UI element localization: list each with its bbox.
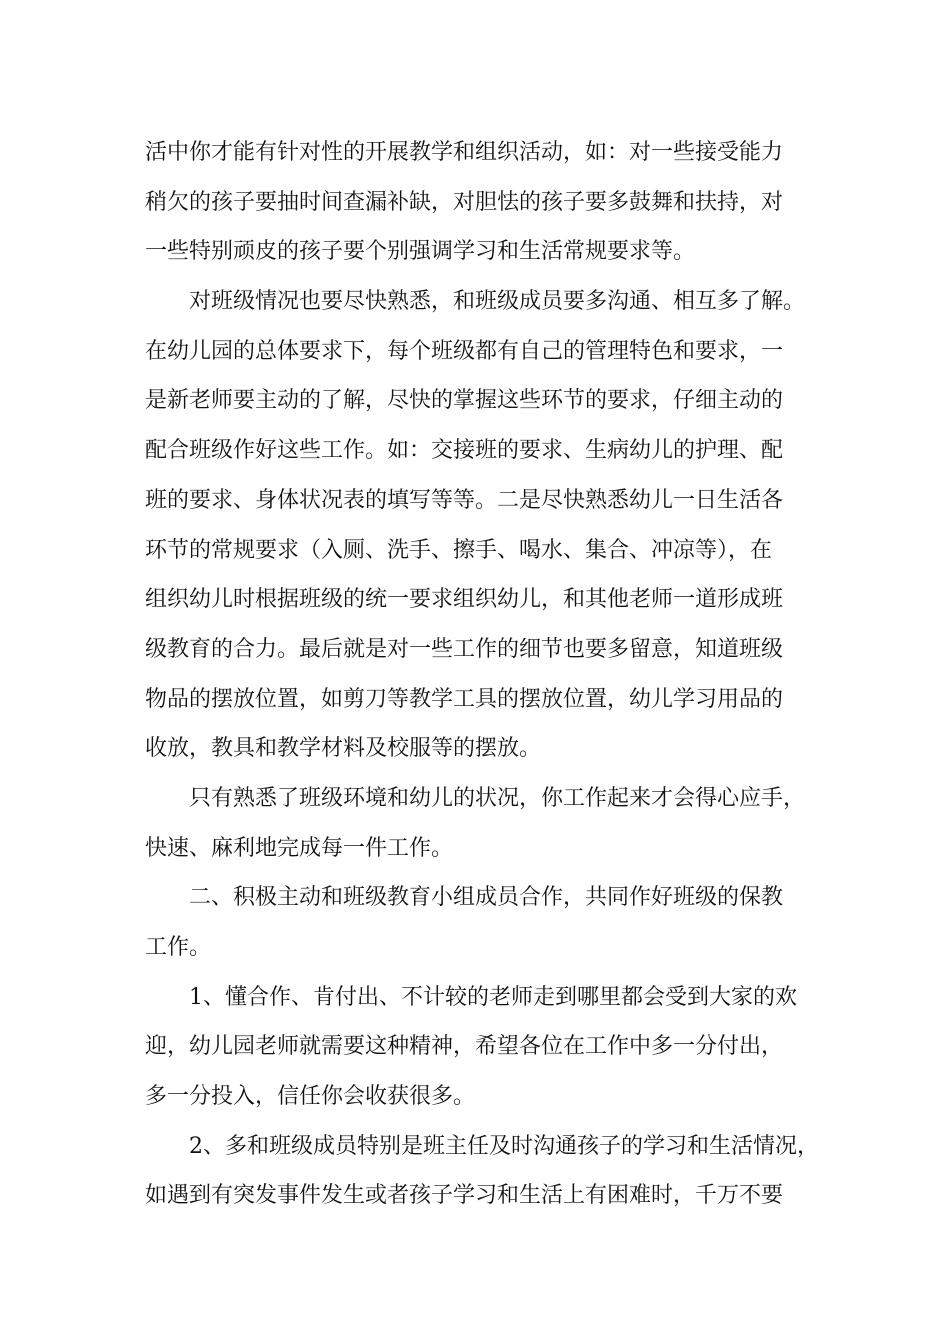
text-line: 配合班级作好这些工作。如：交接班的要求、生病幼儿的护理、配	[145, 438, 784, 464]
section-heading-line: 二、积极主动和班级教育小组成员合作，共同作好班级的保教	[189, 885, 784, 911]
paragraph-start-line: 2、多和班级成员特别是班主任及时沟通孩子的学习和生活情况，	[189, 1133, 819, 1159]
text-line: 班的要求、身体状况表的填写等等。二是尽快熟悉幼儿一日生活各	[145, 487, 784, 513]
text-line: 快速、麻利地完成每一件工作。	[145, 835, 454, 861]
text-line: 级教育的合力。最后就是对一些工作的细节也要多留意，知道班级	[145, 636, 784, 662]
text-line: 在幼儿园的总体要求下，每个班级都有自己的管理特色和要求，一	[145, 338, 784, 364]
text-line: 收放，教具和教学材料及校服等的摆放。	[145, 736, 542, 762]
paragraph-start-line: 只有熟悉了班级环境和幼儿的状况，你工作起来才会得心应手，	[189, 785, 806, 811]
text-line: 组织幼儿时根据班级的统一要求组织幼儿，和其他老师一道形成班	[145, 587, 784, 613]
text-line: 迎，幼儿园老师就需要这种精神，希望各位在工作中多一分付出，	[145, 1034, 784, 1060]
text-line: 环节的常规要求（入厕、洗手、擦手、喝水、集合、冲凉等），在	[145, 537, 773, 563]
paragraph-start-line: 对班级情况也要尽快熟悉，和班级成员要多沟通、相互多了解。	[189, 289, 806, 315]
document-body	[145, 128, 825, 1221]
text-line: 物品的摆放位置，如剪刀等教学工具的摆放位置，幼儿学习用品的	[145, 686, 784, 712]
text-line: 一些特别顽皮的孩子要个别强调学习和生活常规要求等。	[145, 239, 696, 265]
text-line: 稍欠的孩子要抽时间查漏补缺，对胆怯的孩子要多鼓舞和扶持，对	[145, 189, 784, 215]
text-line: 如遇到有突发事件发生或者孩子学习和生活上有困难时，千万不要	[145, 1183, 784, 1209]
text-line: 多一分投入，信任你会收获很多。	[145, 1084, 476, 1110]
text-line: 活中你才能有针对性的开展教学和组织活动，如：对一些接受能力	[145, 140, 784, 165]
text-line: 是新老师要主动的了解，尽快的掌握这些环节的要求，仔细主动的	[145, 388, 784, 414]
text-line: 工作。	[145, 935, 212, 960]
paragraph-start-line: 1、懂合作、肯付出、不计较的老师走到哪里都会受到大家的欢	[189, 984, 797, 1010]
